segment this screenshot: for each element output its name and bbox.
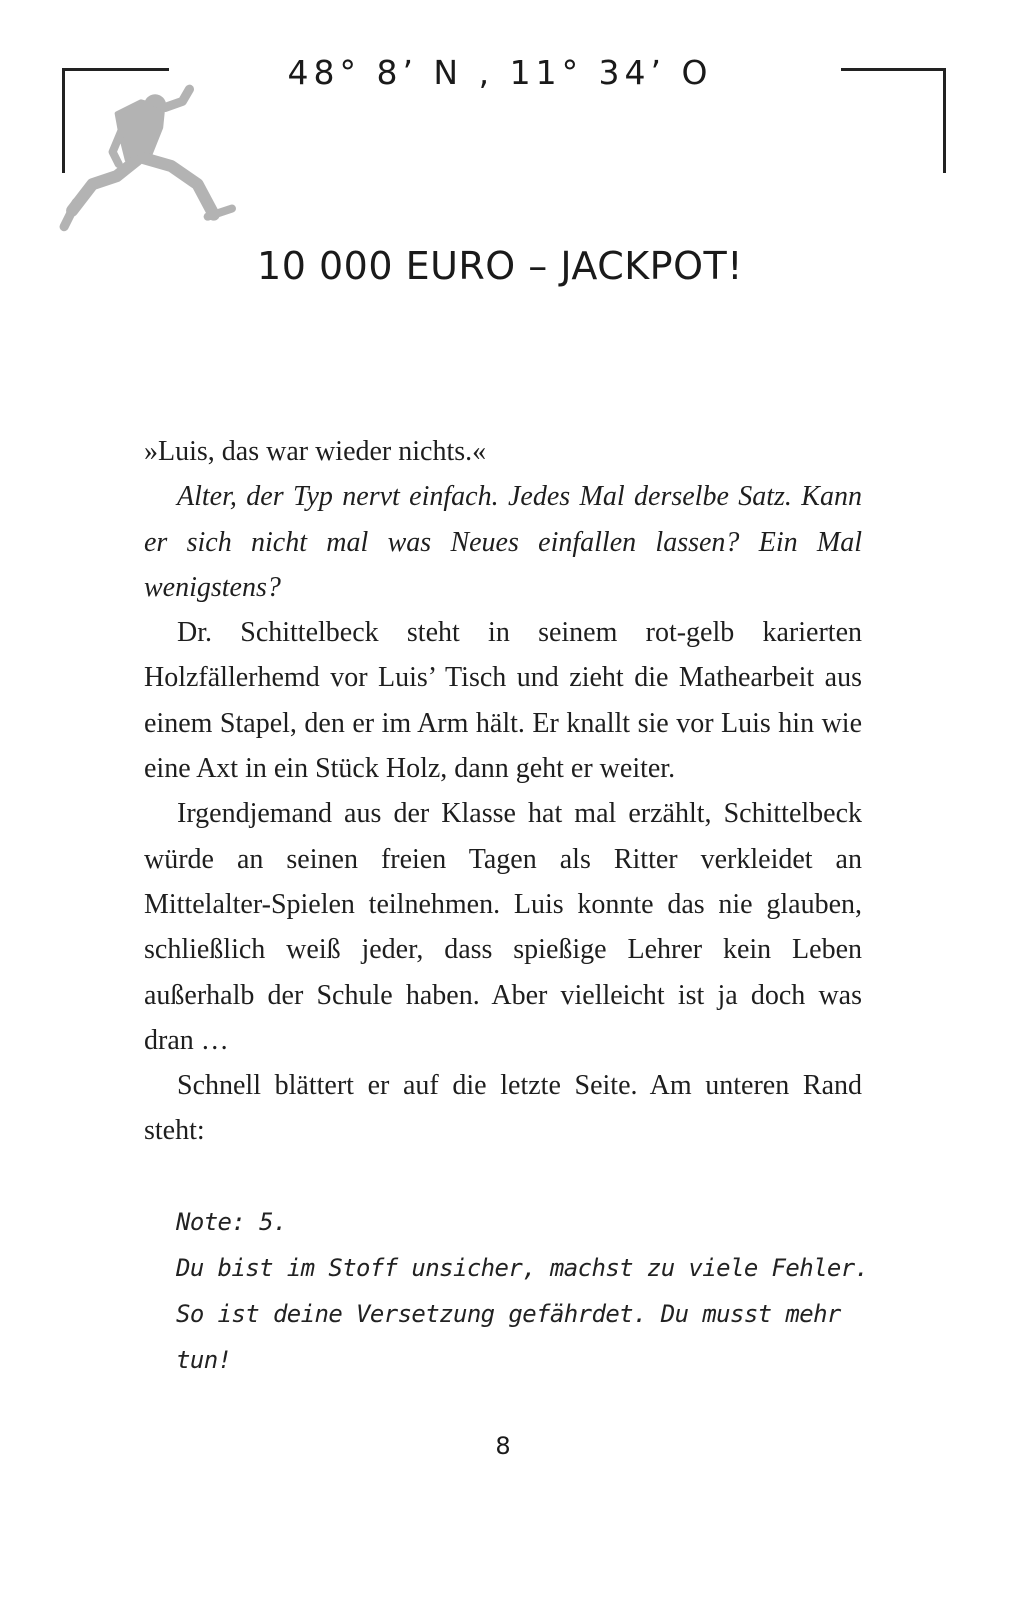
- body-paragraph-thought: Alter, der Typ nervt einfach. Jedes Mal derselbe Satz. Kann er sich nicht mal was Neues einfallen lassen? Ein Mal wenigstens?: [144, 481, 862, 603]
- page-number: 8: [495, 1432, 511, 1460]
- body-paragraph: Dr. Schittelbeck steht in seinem rot-gelb karierten Holzfällerhemd vor Luis’ Tisch und zieht die Mathearbeit aus einem Stapel, den er im Arm hält. Er knallt sie vor Luis hin wie eine Axt in ein Stück Holz, dann geht er weiter.: [144, 617, 862, 785]
- location-coordinates: 48° 8’ N , 11° 34’ O: [287, 53, 713, 92]
- body-paragraph-dialogue: »Luis, das war wieder nichts.«: [144, 436, 487, 467]
- note-comment: Du bist im Stoff unsicher, machst zu viele Fehler. So ist deine Versetzung gefährdet. Du musst mehr tun!: [176, 1254, 869, 1374]
- chapter-body: [144, 429, 862, 1154]
- body-paragraph: Irgendjemand aus der Klasse hat mal erzählt, Schittelbeck würde an seinen freien Tagen als Ritter verkleidet an Mittelalter-Spielen teilnehmen. Luis konnte das nie glauben, schließlich weiß jeder, dass spießige Lehrer kein Leben außerhalb der Schule haben. Aber vielleicht ist ja doch was dran …: [144, 798, 862, 1056]
- teacher-handwritten-note: [176, 1199, 876, 1383]
- jumping-person-silhouette-icon: [56, 78, 238, 242]
- note-grade: Note: 5.: [176, 1208, 287, 1236]
- body-paragraph: Schnell blättert er auf die letzte Seite. Am unteren Rand steht:: [144, 1070, 862, 1147]
- chapter-title: 10 000 EURO – JACKPOT!: [257, 244, 743, 288]
